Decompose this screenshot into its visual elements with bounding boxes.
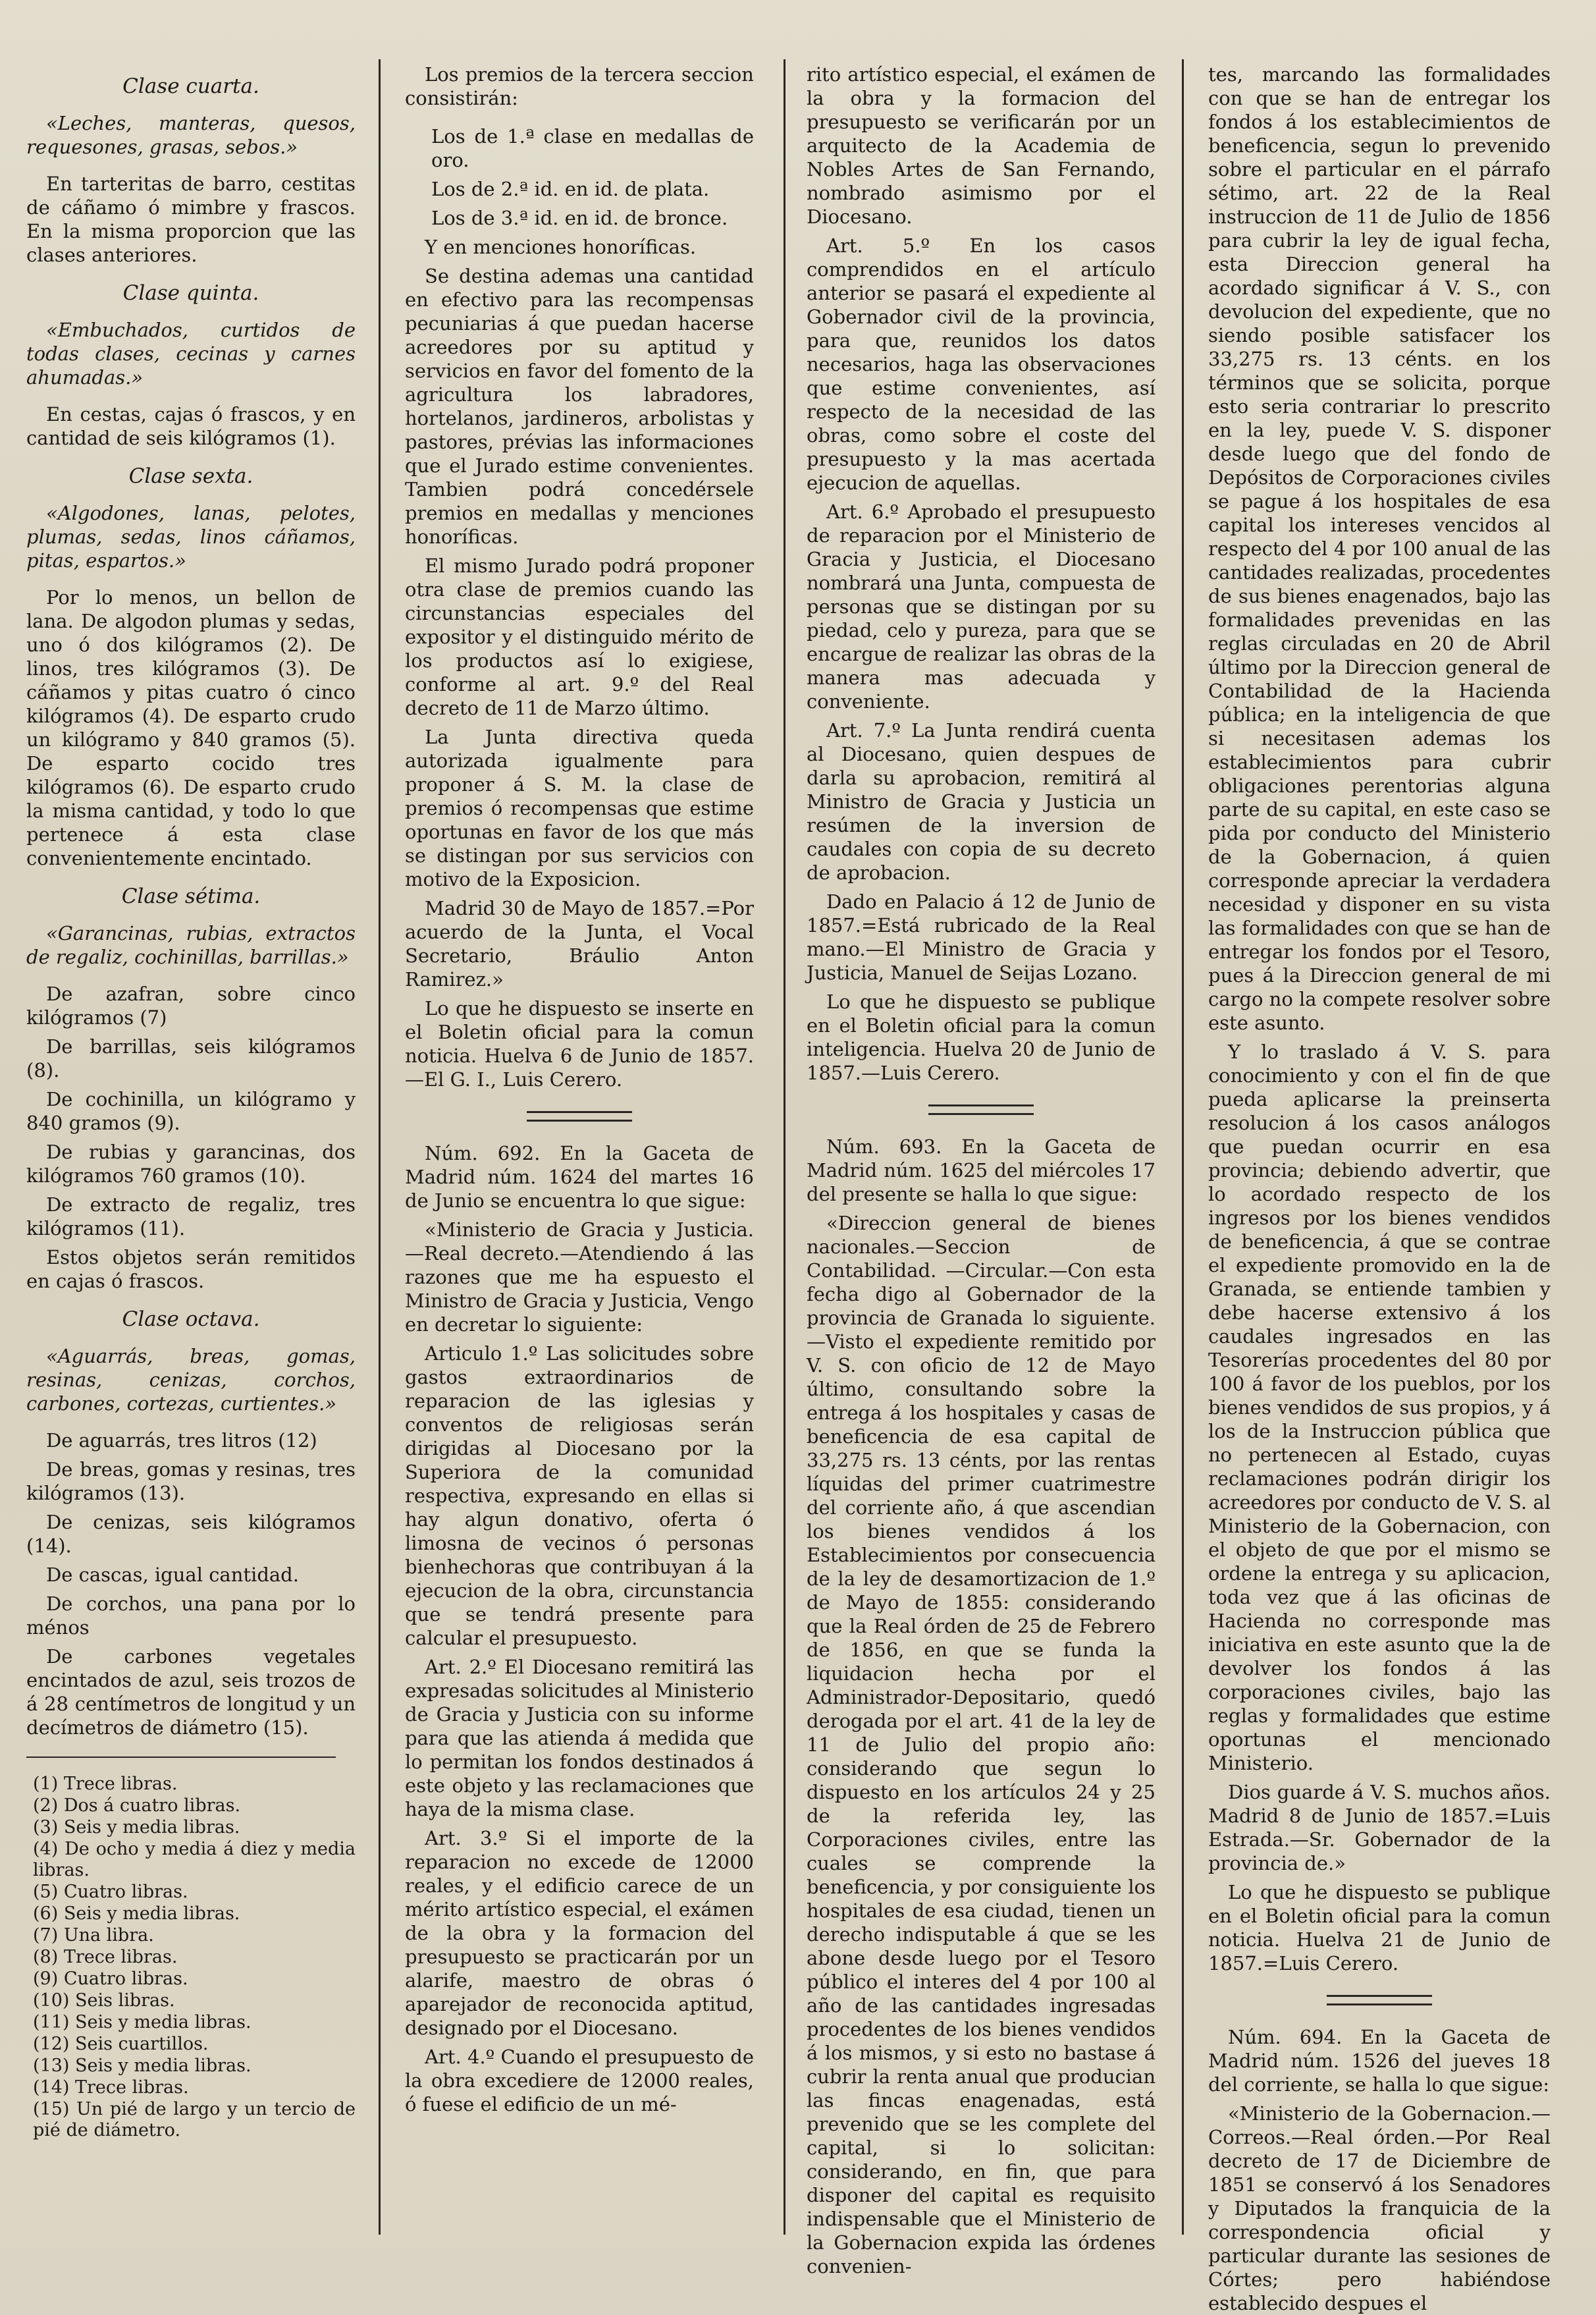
paragraph: El mismo Jurado podrá proponer otra clase de premios cuando las circunstancias especiales del expositor y el distinguido mérito de los productos así lo exigiese, conforme al art. 9.º del Real decreto de 11 de Marzo último. <box>405 555 754 719</box>
paragraph: Dado en Palacio á 12 de Junio de 1857.=Está rubricado de la Real mano.—El Ministro de Gracia y Justicia, Manuel de Seijas Lozano. <box>807 890 1156 984</box>
paragraph: «Direccion general de bienes nacionales.—Seccion de Contabilidad. —Circular.—Con esta fecha digo al Gobernador de la provincia de Granada lo siguiente.—Visto el expediente remitido por V. S. con oficio de 12 de Mayo último, consultando sobre la entrega á los hospitales y casas de beneficencia de esa capital de 33,275 rs. 13 cénts, por las rentas líquidas del primer cuatrimestre del corriente año, á que ascendian los bienes vendidos á los Establecimientos por consecuencia de la ley de desamortizacion de 1.º de Mayo de 1855: considerando que la Real órden de 25 de Febrero de 1856, en que se funda la liquidacion hecha por el Administrador-Depositario, quedó derogada por el art. 41 de la ley de 11 de Julio del propio año: considerando que segun lo dispuesto en los artículos 24 y 25 de la referida ley, las Corporaciones civiles, entre las cuales se comprende la beneficencia, y por consiguiente los hospitales de esa ciudad, tienen un derecho indisputable á que se les abone desde luego por el Tesoro público el interes del 4 por 100 al año de las cantidades ingresadas procedentes de los bienes vendidos á los mismos, y si esto no bastase á cubrir la renta anual que producian las fincas enagenadas, está prevenido que se les complete del capital, si lo solicitan: considerando, en fin, que para disponer del capital es requisito indispensable que el Ministerio de la Gobernacion expida las órdenes convenien- <box>807 1212 1156 2277</box>
list-item: De cenizas, seis kilógramos (14). <box>26 1511 356 1557</box>
column-rule <box>379 59 381 2235</box>
section-heading: Clase sétima. <box>121 885 261 908</box>
paragraph: «Ministerio de la Gobernacion.— Correos.—Real órden.—Por Real decreto de 17 de Diciembre de 1851 se conservó á los Senadores y Diputados la franquicia de la correspondencia oficial y particular durante las sesiones de Córtes; pero habiéndose establecido despues el <box>1208 2102 1551 2314</box>
category-list: «Embuchados, curtidos de todas clases, cecinas y carnes ahumadas.» <box>26 319 356 389</box>
article-number: Núm. 694. En la Gaceta de Madrid núm. 1526 del jueves 18 del corriente, se halla lo que sigue: <box>1208 2026 1551 2096</box>
paragraph: «Ministerio de Gracia y Justicia. —Real decreto.—Atendiendo á las razones que me ha espuesto el Ministro de Gracia y Justicia, Vengo en decretar lo siguiente: <box>405 1218 754 1336</box>
paragraph: Art. 4.º Cuando el presupuesto de la obra excediere de 12000 reales, ó fuese el edificio de un mé- <box>405 2046 754 2115</box>
article-number: Núm. 692. En la Gaceta de Madrid núm. 1624 del martes 16 de Junio se encuentra lo que sigue: <box>405 1142 754 1212</box>
paragraph: Por lo menos, un bellon de lana. De algodon plumas y sedas, uno ó dos kilógramos (2). De linos, tres kilógramos (3). De cáñamos y pitas cuatro ó cinco kilógramos (4). De esparto crudo un kilógramo y 840 gramos (5). De esparto cocido tres kilógramos (6). De esparto crudo la misma cantidad, y todo lo que pertenece á esta clase convenientemente encintado. <box>26 586 356 869</box>
footnote: (1) Trece libras. <box>33 1774 178 1794</box>
paragraph: Art. 3.º Si el importe de la reparacion no excede de 12000 reales, y el edificio carece de un mérito artístico especial, el exámen de la obra y la formacion del presupuesto se practicarán por un alarife, maestro de obras ó aparejador de reconocida aptitud, designado por el Diocesano. <box>405 1827 754 2039</box>
prize-item: Los de 3.ª id. en id. de bronce. <box>431 207 728 229</box>
list-item: De aguarrás, tres litros (12) <box>46 1429 317 1452</box>
paragraph: Lo que he dispuesto se publique en el Boletin oficial para la comun inteligencia. Huelva 20 de Junio de 1857.—Luis Cerero. <box>807 991 1156 1084</box>
footnote: (10) Seis libras. <box>33 1990 175 2011</box>
column-rule <box>784 59 785 2235</box>
list-item: De cascas, igual cantidad. <box>46 1564 299 1586</box>
paragraph: Madrid 30 de Mayo de 1857.=Por acuerdo de la Junta, el Vocal Secretario, Bráulio Anton Ramirez.» <box>405 897 754 991</box>
list-item: De extracto de regaliz, tres kilógramos (11). <box>26 1193 356 1239</box>
article-separator <box>928 1104 1034 1115</box>
list-item: De corchos, una pana por lo ménos <box>26 1593 356 1639</box>
paragraph: Se destina ademas una cantidad en efectivo para las recompensas pecuniarias á que puedan hacerse acreedores por su aptitud y servicios en favor del fomento de la agricultura los labradores, hortelanos, jardineros, arbolistas y pastores, prévias las informaciones que el Jurado estime convenientes. Tambien podrá concedérsele premios en medallas y menciones honoríficas. <box>405 265 754 548</box>
list-item: De carbones vegetales encintados de azul, seis trozos de á 28 centímetros de longitud y un decímetros de diámetro (15). <box>26 1645 356 1739</box>
list-item: De barrillas, seis kilógramos (8). <box>26 1035 356 1081</box>
paragraph: Y en menciones honoríficas. <box>425 236 697 258</box>
paragraph: Art. 6.º Aprobado el presupuesto de reparacion por el Ministerio de Gracia y Justicia, el Diocesano nombrará una Junta, compuesta de personas que se distingan por su piedad, celo y pureza, para que se encargue de realizar las obras de la manera mas adecuada y conveniente. <box>807 501 1156 713</box>
paragraph: tes, marcando las formalidades con que se han de entregar los fondos á los establecimientos de beneficencia, segun lo prevenido sobre el particular en el párrafo sétimo, art. 22 de la Real instruccion de 11 de Julio de 1856 para cubrir la ley de igual fecha, esta Direccion general ha acordado significar á V. S., con devolucion del expediente, que no siendo posible satisfacer los 33,275 rs. 13 cénts. en los términos que se solicita, porque esto seria contrariar lo prescrito en la ley, puede V. S. disponer desde luego que del fondo de Depósitos de Corporaciones civiles se pague á los hospitales de esa capital los intereses vencidos al respecto del 4 por 100 anual de las cantidades realizadas, procedentes de sus bienes enagenados, bajo las formalidades prevenidas en las reglas circuladas en 20 de Abril último por la Direccion general de Contabilidad de la Hacienda pública; en la inteligencia de que si necesitasen ademas los establecimientos para cubrir obligaciones perentorias alguna parte de su capital, en este caso se pida por conducto del Ministerio de la Gobernacion, á quien corresponde apreciar la verdadera necesidad y disponer en su vista las formalidades con que se han de entregar los fondos por el Tesoro, pues á la Direccion general de mi cargo no la compete resolver sobre este asunto. <box>1208 63 1551 1034</box>
footnote: (5) Cuatro libras. <box>33 1882 188 1902</box>
list-item: De breas, gomas y resinas, tres kilógramos (13). <box>26 1458 356 1504</box>
footnote: (7) Una libra. <box>33 1925 154 1946</box>
category-list: «Aguarrás, breas, gomas, resinas, cenizas, corchos, carbones, cortezas, curtientes.» <box>26 1345 356 1415</box>
paragraph: En cestas, cajas ó frascos, y en cantidad de seis kilógramos (1). <box>26 403 356 449</box>
column-rule <box>1182 59 1184 2235</box>
paragraph: En tarteritas de barro, cestitas de cáñamo ó mimbre y frascos. En la misma proporcion que las clases anteriores. <box>26 173 356 266</box>
section-heading: Clase sexta. <box>128 464 253 488</box>
column-3 <box>807 63 1156 2277</box>
article-number: Núm. 693. En la Gaceta de Madrid núm. 1625 del miércoles 17 del presente se halla lo que sigue: <box>807 1135 1156 1205</box>
list-item: Estos objetos serán remitidos en cajas ó frascos. <box>26 1246 356 1292</box>
paragraph: Lo que he dispuesto se inserte en el Boletin oficial para la comun noticia. Huelva 6 de Junio de 1857. —El G. I., Luis Cerero. <box>405 997 754 1091</box>
paragraph: La Junta directiva queda autorizada igualmente para proponer á S. M. la clase de premios ó recompensas que estime oportunas en favor de los que más se distingan por sus servicios con motivo de la Exposicion. <box>405 726 754 890</box>
article-separator <box>1327 1995 1432 2005</box>
list-item: De rubias y garancinas, dos kilógramos 760 gramos (10). <box>26 1141 356 1187</box>
category-list: «Garancinas, rubias, extractos de regaliz, cochinillas, barrillas.» <box>26 922 356 968</box>
footnote: (13) Seis y media libras. <box>33 2056 252 2076</box>
paragraph: Art. 2.º El Diocesano remitirá las expresadas solicitudes al Ministerio de Gracia y Justicia con su informe para que las atienda á medida que lo permitan los fondos destinados á este objeto y las reclamaciones que haya de la misma clase. <box>405 1656 754 1820</box>
paragraph: Art. 5.º En los casos comprendidos en el artículo anterior se pasará el expediente al Gobernador civil de la provincia, para que, reunidos los datos necesarios, haga las observaciones que estime convenientes, así respecto de la necesidad de las obras, como sobre el coste del presupuesto y la mas acertada ejecucion de aquellas. <box>807 234 1156 494</box>
footnote: (14) Trece libras. <box>33 2077 189 2098</box>
paragraph: Y lo traslado á V. S. para conocimiento y con el fin de que pueda aplicarse la preinserta resolucion á los casos análogos que puedan ocurrir en esa provincia; debiendo advertir, que lo acordado respecto de los ingresos por los bienes vendidos de beneficencia, á que se contrae el expediente promovido en la de Granada, se entiende tambien y debe hacerse extensivo á los caudales ingresados en las Tesorerías procedentes del 80 por 100 á favor de los pueblos, por los bienes vendidos de sus propios, y á los de la Instruccion pública que no pertenecen al Estado, cuyas reclamaciones podrán dirigir los acreedores por conducto de V. S. al Ministerio de la Gobernacion, con el objeto de que por el mismo se ordene la entrega y su aplicacion, toda vez que á las oficinas de Hacienda no corresponde mas iniciativa en este asunto que la de devolver los fondos á las corporaciones civiles, bajo las reglas y formalidades que estime oportunas el mencionado Ministerio. <box>1208 1041 1551 1774</box>
list-item: De cochinilla, un kilógramo y 840 gramos (9). <box>26 1088 356 1134</box>
list-item: De azafran, sobre cinco kilógramos (7) <box>26 983 356 1029</box>
footnote: (15) Un pié de largo y un tercio de pié de diámetro. <box>33 2099 356 2140</box>
footnote: (2) Dos á cuatro libras. <box>33 1795 241 1816</box>
footnote: (9) Cuatro libras. <box>33 1969 188 1989</box>
column-1 <box>26 63 356 2228</box>
column-2 <box>405 63 754 2228</box>
footnote: (4) De ocho y media á diez y media libras. <box>33 1839 356 1880</box>
paragraph: rito artístico especial, el exámen de la obra y la formacion del presupuesto se verificarán por un arquitecto de la Academia de Nobles Artes de San Fernando, nombrado asimismo por el Diocesano. <box>807 63 1156 228</box>
paragraph: Art. 7.º La Junta rendirá cuenta al Diocesano, quien despues de darla su aprobacion, remitirá al Ministro de Gracia y Justicia un resúmen de la inversion de caudales con copia de su decreto de aprobacion. <box>807 719 1156 884</box>
prize-item: Los de 1.ª clase en medallas de oro. <box>431 125 754 171</box>
footnote: (11) Seis y media libras. <box>33 2012 252 2032</box>
category-list: «Algodones, lanas, pelotes, plumas, sedas, linos cáñamos, pitas, espartos.» <box>26 502 356 572</box>
footnote: (6) Seis y media libras. <box>33 1903 240 1924</box>
prize-item: Los de 2.ª id. en id. de plata. <box>431 178 710 200</box>
category-list: «Leches, manteras, quesos, requesones, grasas, sebos.» <box>26 112 356 158</box>
footnote: (8) Trece libras. <box>33 1947 178 1967</box>
column-4 <box>1208 63 1551 2314</box>
footnote: (12) Seis cuartillos. <box>33 2034 209 2054</box>
article-separator <box>527 1111 632 1122</box>
section-heading: Clase quinta. <box>122 281 259 305</box>
section-heading: Clase octava. <box>122 1307 260 1331</box>
footnote: (3) Seis y media libras. <box>33 1817 240 1838</box>
paragraph: Lo que he dispuesto se publique en el Boletin oficial para la comun noticia. Huelva 21 de Junio de 1857.=Luis Cerero. <box>1208 1881 1551 1975</box>
footnote-rule <box>26 1757 336 1758</box>
paragraph: Los premios de la tercera seccion consistirán: <box>405 63 754 109</box>
paragraph: Dios guarde á V. S. muchos años. Madrid 8 de Junio de 1857.=Luis Estrada.—Sr. Gobernador de la provincia de.» <box>1208 1781 1551 1874</box>
section-heading: Clase cuarta. <box>122 74 259 98</box>
paragraph: Articulo 1.º Las solicitudes sobre gastos extraordinarios de reparacion de las iglesias y conventos de religiosas serán dirigidas al Diocesano por la Superiora de la comunidad respectiva, expresando en ellas si hay algun donativo, oferta ó limosna de vecinos ó personas bienhechoras que contribuyan á la ejecucion de la obra, circunstancia que se tendrá presente para calcular el presupuesto. <box>405 1342 754 1649</box>
